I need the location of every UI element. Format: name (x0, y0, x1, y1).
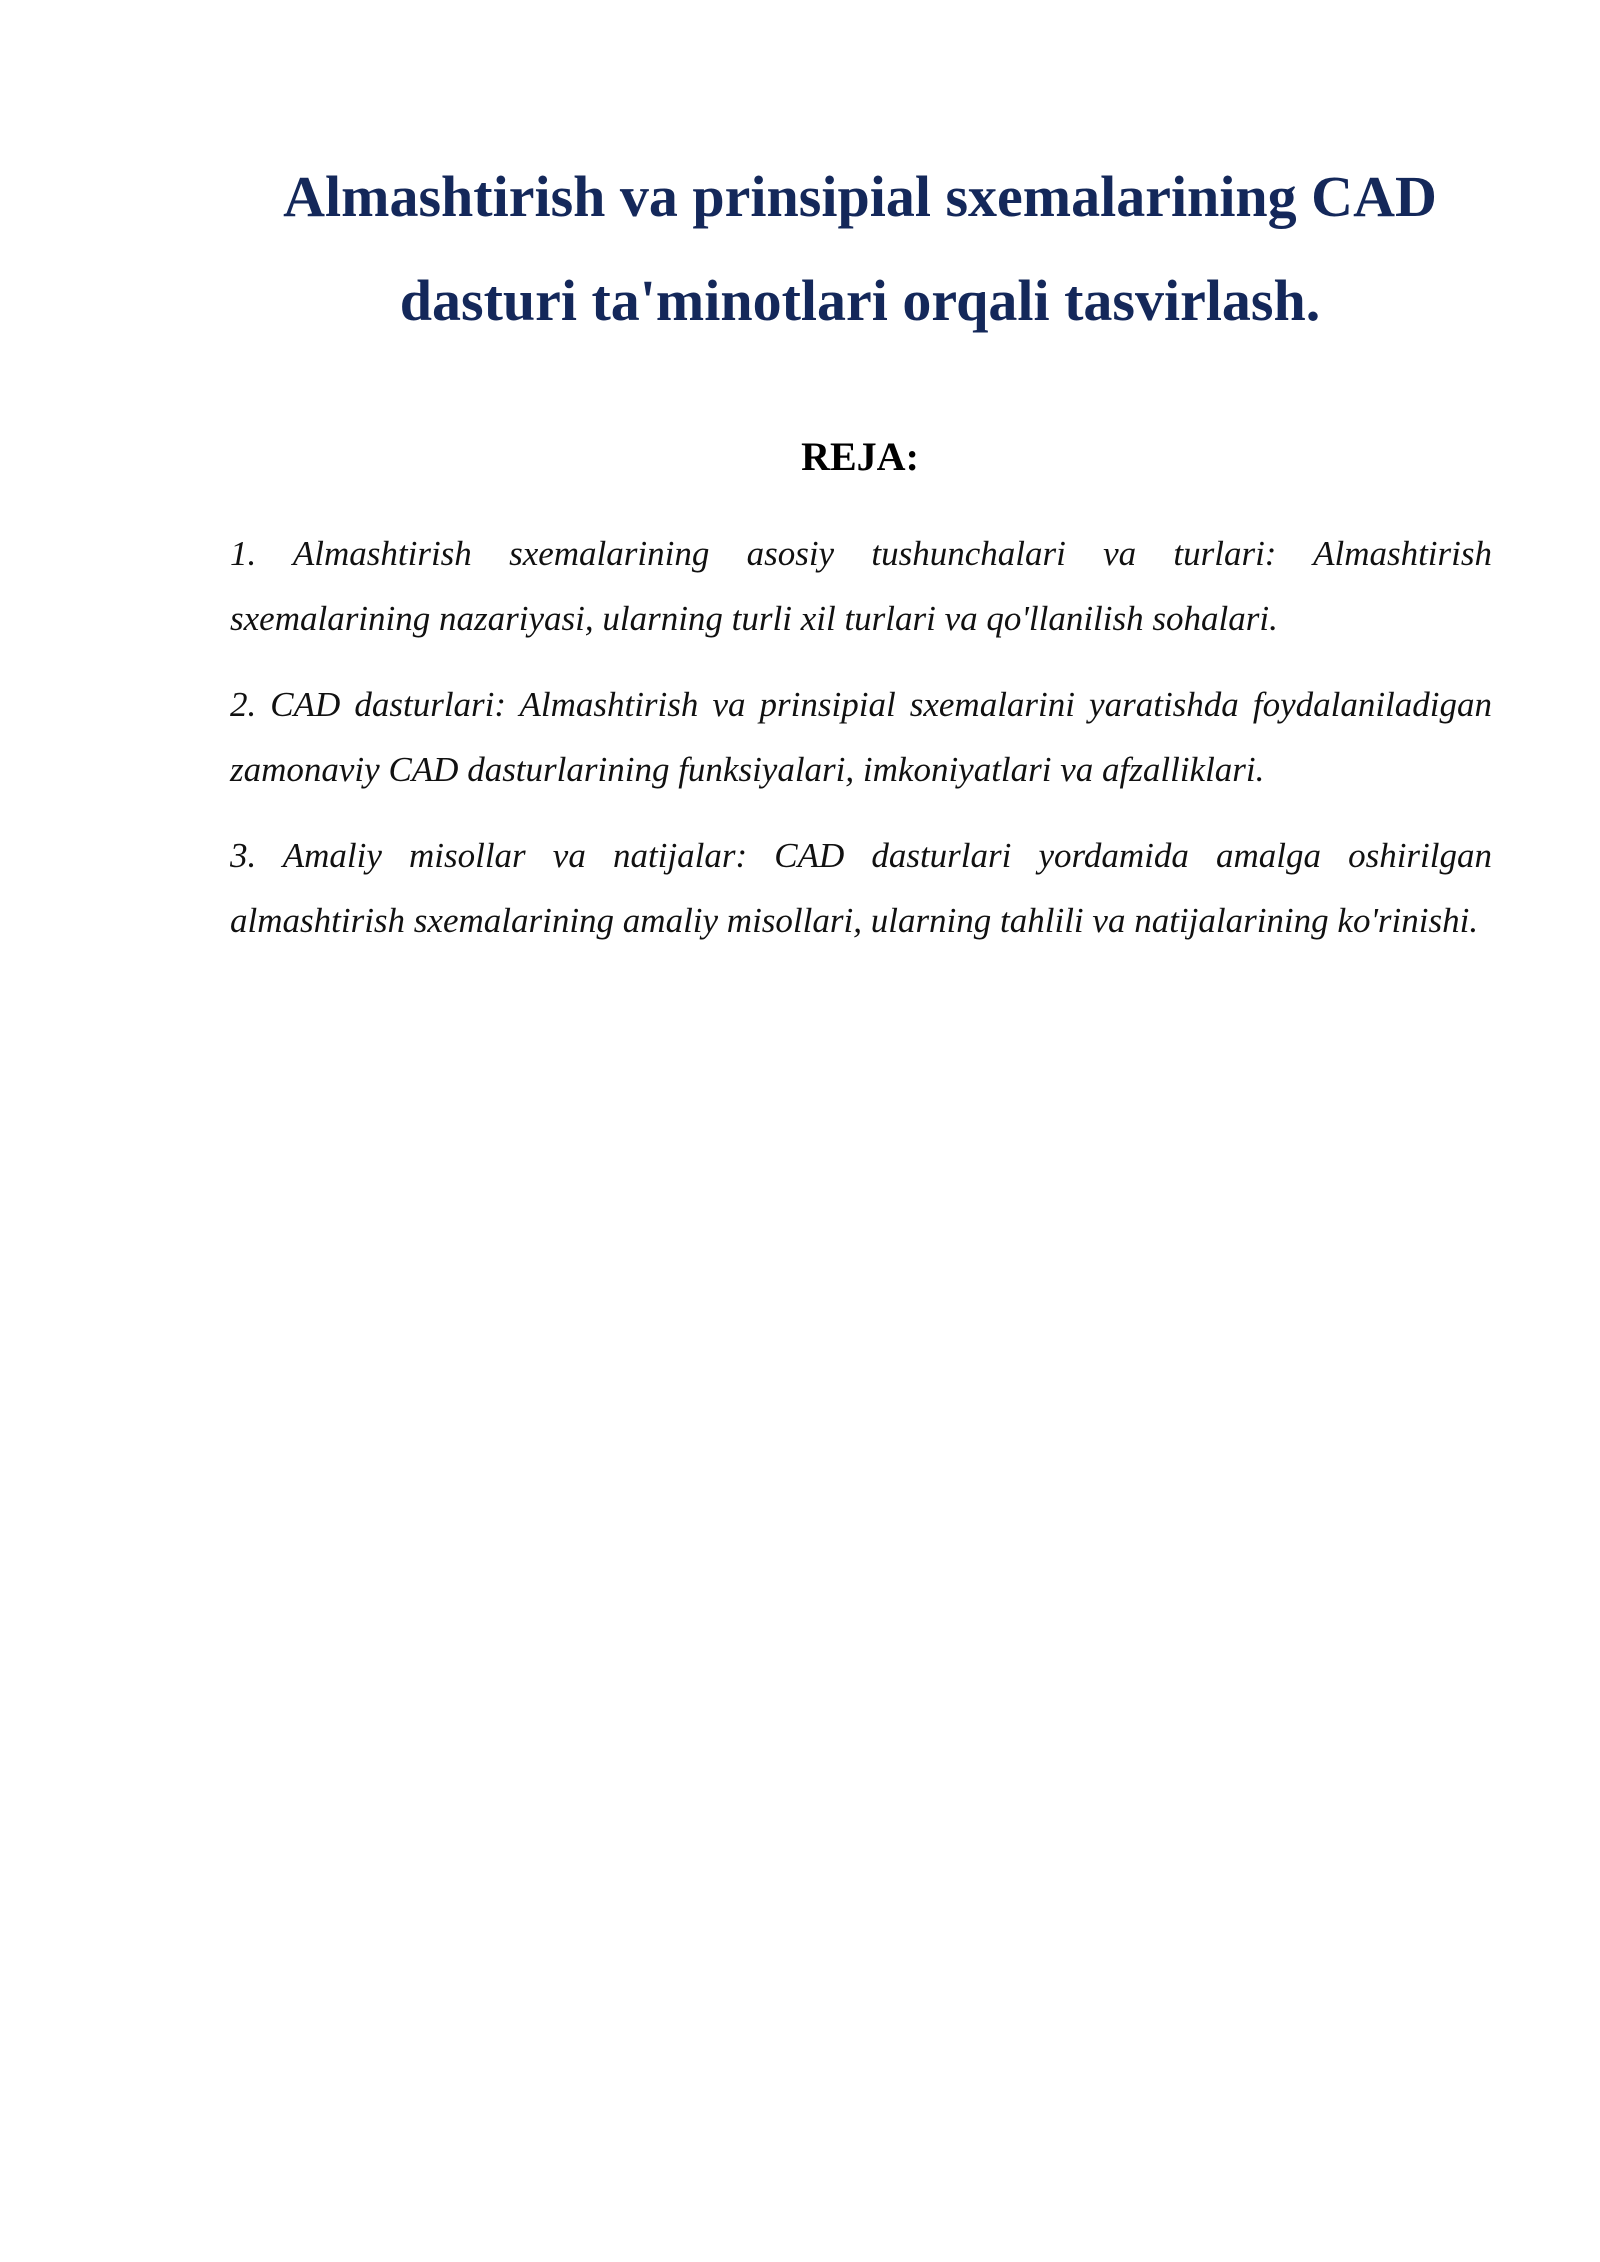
plan-list (230, 521, 1492, 974)
document-title: Almashtirish va prinsipial sxemalarining CAD dasturi ta'minotlari orqali tasvirlash. (283, 164, 1437, 333)
plan-item-2: 2. CAD dasturlari: Almashtirish va prinsipial sxemalarini yaratishda foydalaniladigan zamonaviy CAD dasturlarining funksiyalari, imkoniyatlari va afzalliklari. (230, 685, 1492, 789)
plan-item-1: 1. Almashtirish sxemalarining asosiy tushunchalari va turlari: Almashtirish sxemalarining nazariyasi, ularning turli xil turlari va qo'llanilish sohalari. (230, 534, 1492, 638)
plan-heading: REJA: (801, 434, 919, 479)
plan-item-3: 3. Amaliy misollar va natijalar: CAD dasturlari yordamida amalga oshirilgan almashtirish sxemalarining amaliy misollari, ularning tahlili va natijalarining ko'rinishi. (230, 836, 1492, 940)
